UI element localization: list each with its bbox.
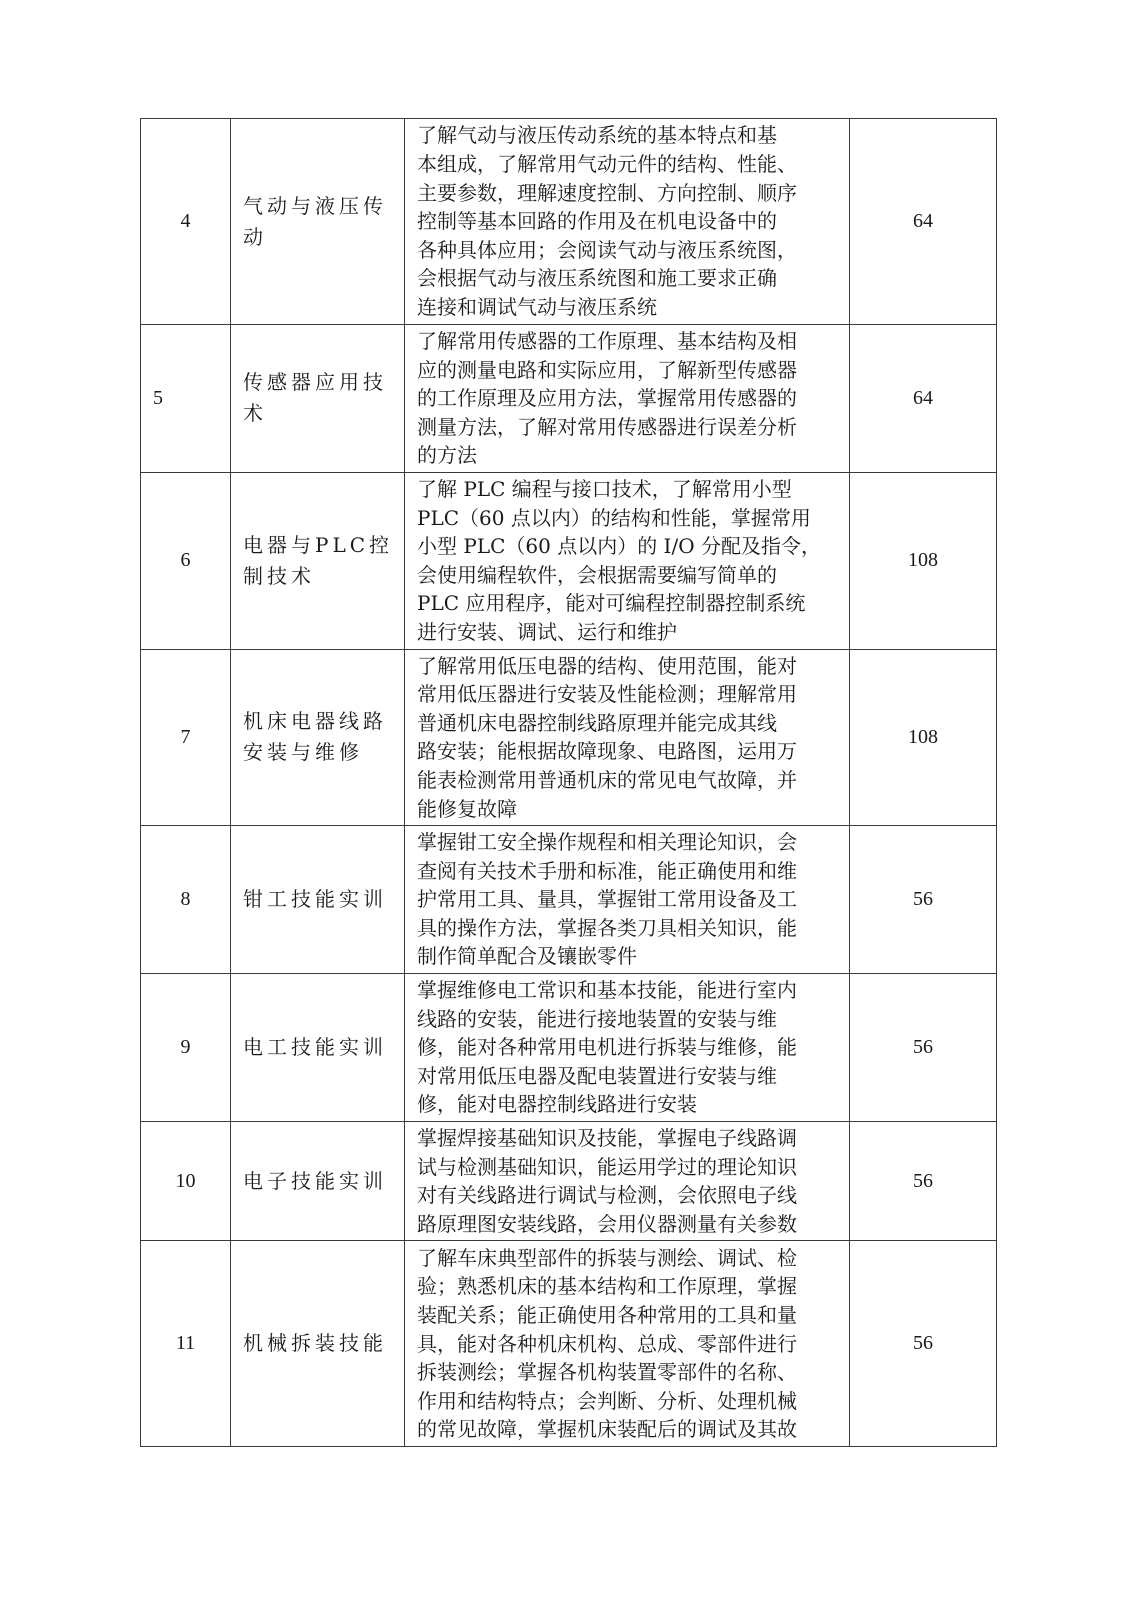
course-table bbox=[140, 118, 997, 1447]
course-name: 机械拆装技能 bbox=[231, 1241, 405, 1447]
course-hours: 108 bbox=[850, 472, 997, 649]
course-hours: 56 bbox=[850, 1241, 997, 1447]
description-line: 主要参数，理解速度控制、方向控制、顺序 bbox=[417, 180, 797, 205]
table-row bbox=[141, 974, 997, 1122]
table-row bbox=[141, 1241, 997, 1447]
description-line: 制作简单配合及镶嵌零件 bbox=[417, 944, 637, 969]
description-line: 了解常用传感器的工作原理、基本结构及相 bbox=[417, 329, 797, 353]
course-number: 11 bbox=[141, 1241, 231, 1447]
table-row bbox=[141, 1122, 997, 1241]
course-hours: 64 bbox=[850, 325, 997, 473]
description-line: 本组成，了解常用气动元件的结构、性能、 bbox=[417, 152, 797, 177]
course-number: 7 bbox=[141, 649, 231, 826]
description-line: 的常见故障，掌握机床装配后的调试及其故 bbox=[417, 1417, 797, 1442]
description-line: 具的操作方法，掌握各类刀具相关知识，能 bbox=[417, 915, 797, 940]
course-description bbox=[405, 974, 850, 1122]
course-description bbox=[405, 1122, 850, 1241]
description-line: 控制等基本回路的作用及在机电设备中的 bbox=[417, 209, 777, 234]
description-line: 常用低压器进行安装及性能检测；理解常用 bbox=[417, 682, 797, 707]
description-line: 测量方法，了解对常用传感器进行误差分析 bbox=[417, 414, 797, 439]
table-row bbox=[141, 826, 997, 974]
course-name: 传感器应用技术 bbox=[231, 325, 405, 473]
description-line: 装配关系；能正确使用各种常用的工具和量 bbox=[417, 1303, 797, 1328]
course-description bbox=[405, 826, 850, 974]
description-line: 修，能对各种常用电机进行拆装与维修，能 bbox=[417, 1035, 797, 1060]
course-description bbox=[405, 649, 850, 826]
description-line: 普通机床电器控制线路原理并能完成其线 bbox=[417, 710, 777, 735]
description-line: 对有关线路进行调试与检测，会依照电子线 bbox=[417, 1183, 797, 1208]
description-line: 对常用低压电器及配电装置进行安装与维 bbox=[417, 1063, 777, 1088]
course-hours: 56 bbox=[850, 1122, 997, 1241]
description-line: 了解 PLC 编程与接口技术，了解常用小型 bbox=[417, 476, 792, 501]
course-description bbox=[405, 1241, 850, 1447]
description-line: 了解车床典型部件的拆装与测绘、调试、检 bbox=[417, 1245, 797, 1270]
course-name: 电器与PLC控制技术 bbox=[231, 472, 405, 649]
course-number: 5 bbox=[141, 325, 231, 473]
course-hours: 56 bbox=[850, 826, 997, 974]
course-name: 钳工技能实训 bbox=[231, 826, 405, 974]
description-line: PLC 应用程序，能对可编程控制器控制系统 bbox=[417, 591, 806, 616]
course-description bbox=[405, 325, 850, 473]
description-line: 路原理图安装线路，会用仪器测量有关参数 bbox=[417, 1211, 797, 1236]
description-line: 具，能对各种机床机构、总成、零部件进行 bbox=[417, 1331, 797, 1356]
description-line: 作用和结构特点；会判断、分析、处理机械 bbox=[417, 1388, 797, 1413]
description-line: 的工作原理及应用方法，掌握常用传感器的 bbox=[417, 386, 797, 411]
course-name: 电工技能实训 bbox=[231, 974, 405, 1122]
description-line: 连接和调试气动与液压系统 bbox=[417, 294, 657, 319]
description-line: 查阅有关技术手册和标准，能正确使用和维 bbox=[417, 858, 797, 883]
description-line: 线路的安装，能进行接地装置的安装与维 bbox=[417, 1006, 777, 1031]
description-line: 拆装测绘；掌握各机构装置零部件的名称、 bbox=[417, 1360, 797, 1385]
course-name: 气动与液压传动 bbox=[231, 119, 405, 325]
description-line: PLC（60 点以内）的结构和性能，掌握常用 bbox=[417, 505, 811, 530]
description-line: 的方法 bbox=[417, 443, 477, 468]
description-line: 了解气动与液压传动系统的基本特点和基 bbox=[417, 123, 777, 148]
course-description bbox=[405, 119, 850, 325]
course-name: 电子技能实训 bbox=[231, 1122, 405, 1241]
course-number: 9 bbox=[141, 974, 231, 1122]
description-line: 掌握钳工安全操作规程和相关理论知识，会 bbox=[417, 830, 797, 855]
course-name: 机床电器线路安装与维修 bbox=[231, 649, 405, 826]
table-row bbox=[141, 325, 997, 473]
course-number: 8 bbox=[141, 826, 231, 974]
description-line: 护常用工具、量具，掌握钳工常用设备及工 bbox=[417, 887, 797, 912]
description-line: 能修复故障 bbox=[417, 796, 517, 821]
description-line: 掌握维修电工常识和基本技能，能进行室内 bbox=[417, 978, 797, 1003]
course-hours: 64 bbox=[850, 119, 997, 325]
table-row bbox=[141, 649, 997, 826]
course-table-body bbox=[141, 119, 997, 1447]
description-line: 修，能对电器控制线路进行安装 bbox=[417, 1092, 697, 1117]
description-line: 应的测量电路和实际应用，了解新型传感器 bbox=[417, 357, 797, 382]
course-number: 6 bbox=[141, 472, 231, 649]
description-line: 小型 PLC（60 点以内）的 I/O 分配及指令， bbox=[417, 534, 821, 559]
description-line: 试与检测基础知识，能运用学过的理论知识 bbox=[417, 1154, 797, 1179]
description-line: 会使用编程软件，会根据需要编写简单的 bbox=[417, 562, 777, 587]
course-number: 10 bbox=[141, 1122, 231, 1241]
description-line: 能表检测常用普通机床的常见电气故障，并 bbox=[417, 767, 797, 792]
description-line: 进行安装、调试、运行和维护 bbox=[417, 619, 677, 644]
description-line: 会根据气动与液压系统图和施工要求正确 bbox=[417, 266, 777, 291]
table-row bbox=[141, 472, 997, 649]
description-line: 各种具体应用；会阅读气动与液压系统图， bbox=[417, 237, 797, 262]
table-row bbox=[141, 119, 997, 325]
description-line: 了解常用低压电器的结构、使用范围，能对 bbox=[417, 653, 797, 678]
description-line: 路安装；能根据故障现象、电路图，运用万 bbox=[417, 739, 797, 764]
description-line: 掌握焊接基础知识及技能，掌握电子线路调 bbox=[417, 1126, 797, 1151]
course-number: 4 bbox=[141, 119, 231, 325]
description-line: 验；熟悉机床的基本结构和工作原理，掌握 bbox=[417, 1274, 797, 1299]
course-description bbox=[405, 472, 850, 649]
course-hours: 56 bbox=[850, 974, 997, 1122]
course-hours: 108 bbox=[850, 649, 997, 826]
